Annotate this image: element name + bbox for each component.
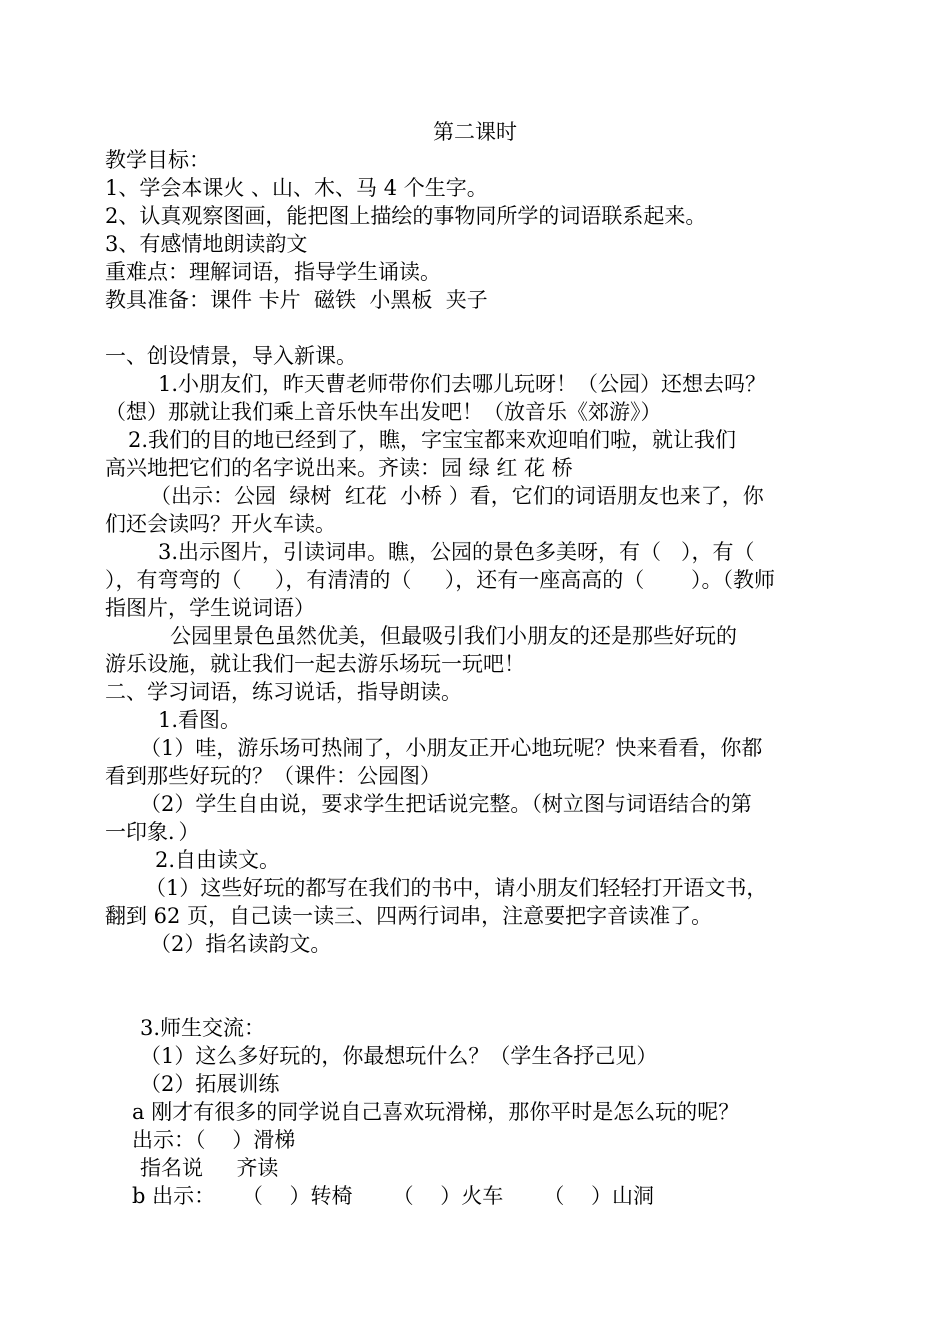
- text-line: 教具准备：课件 卡片 磁铁 小黑板 夹子: [105, 288, 488, 312]
- text-line: （2）学生自由说，要求学生把话说完整。（树立图与词语结合的第: [140, 792, 752, 816]
- text-line: 1.看图。: [158, 708, 242, 732]
- text-line: a 刚才有很多的同学说自己喜欢玩滑梯，那你平时是怎么玩的呢？: [132, 1100, 740, 1124]
- text-line: 公园里景色虽然优美，但最吸引我们小朋友的还是那些好玩的: [170, 624, 737, 648]
- text-line: （出示：公园 绿树 红花 小桥 ）看，它们的词语朋友也来了，你: [150, 484, 764, 508]
- text-line: 指名说 齐读: [140, 1156, 279, 1180]
- text-line: 一印象．）: [105, 820, 200, 844]
- text-line: 3.出示图片，引读词串。瞧，公园的景色多美呀，有（ ），有（: [158, 540, 755, 564]
- text-line: 3、有感情地朗读韵文: [105, 232, 308, 256]
- section-heading: 一、创设情景，导入新课。: [105, 344, 357, 368]
- text-line: b 出示： （ ）转椅 （ ）火车 （ ）山洞: [132, 1184, 655, 1208]
- text-line: 1.小朋友们，昨天曹老师带你们去哪儿玩呀！（公园）还想去吗？: [158, 372, 767, 396]
- text-line: 重难点：理解词语，指导学生诵读。: [105, 260, 441, 284]
- text-line: 们还会读吗？开火车读。: [105, 512, 336, 536]
- text-line: 2.我们的目的地已经到了，瞧，字宝宝都来欢迎咱们啦，就让我们: [128, 428, 737, 452]
- text-line: 指图片，学生说词语）: [105, 596, 315, 620]
- text-line: ），有弯弯的（ ），有清清的（ ），还有一座高高的（ ）。（教师: [105, 568, 775, 592]
- page-title: 第二课时: [433, 120, 517, 144]
- text-line: 教学目标：: [105, 148, 210, 172]
- text-line: （2）指名读韵文。: [150, 932, 332, 956]
- text-line: 高兴地把它们的名字说出来。齐读：园 绿 红 花 桥: [105, 456, 573, 480]
- text-line: 2.自由读文。: [155, 848, 281, 872]
- text-line: （1）这些好玩的都写在我们的书中，请小朋友们轻轻打开语文书，: [145, 876, 768, 900]
- text-line: 翻到 62 页，自己读一读三、四两行词串，注意要把字音读准了。: [105, 904, 713, 928]
- text-line: 2、认真观察图画，能把图上描绘的事物同所学的词语联系起来。: [105, 204, 707, 228]
- text-line: 1、学会本课火 、山、木、马 4 个生字。: [105, 176, 488, 200]
- section-heading: 二、学习词语，练习说话，指导朗读。: [105, 680, 462, 704]
- text-line: 游乐设施，就让我们一起去游乐场玩一玩吧！: [105, 652, 525, 676]
- text-line: 出示：（ ）滑梯: [132, 1128, 296, 1152]
- text-line: 看到那些好玩的？（课件：公园图）: [105, 764, 441, 788]
- text-line: （2）拓展训练: [140, 1072, 280, 1096]
- text-line: （1）哇，游乐场可热闹了，小朋友正开心地玩呢？快来看看，你都: [140, 736, 763, 760]
- text-line: （1）这么多好玩的，你最想玩什么？（学生各抒己见）: [140, 1044, 658, 1068]
- text-line: （想）那就让我们乘上音乐快车出发吧！（放音乐《郊游》）: [105, 400, 662, 424]
- text-line: 3.师生交流：: [140, 1016, 266, 1040]
